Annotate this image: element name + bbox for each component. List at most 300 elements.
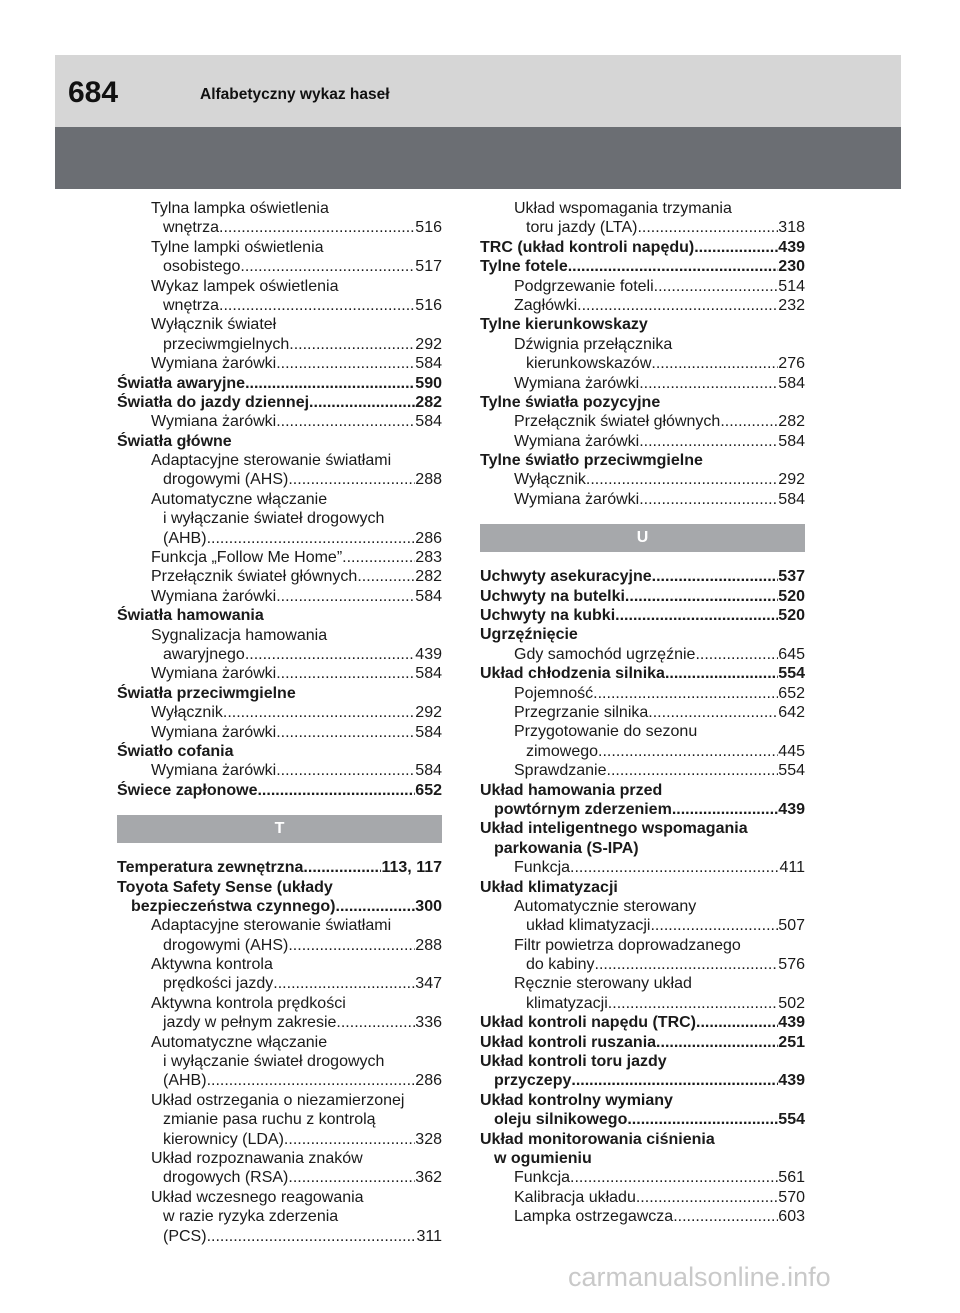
index-entry [117, 1130, 442, 1149]
page-reference: 288 [415, 936, 442, 954]
dot-leader [598, 742, 778, 761]
entry-text: (AHB) [163, 1072, 207, 1090]
entry-text: (PCS) [163, 1227, 207, 1245]
dot-leader [288, 936, 415, 955]
dot-leader [207, 529, 416, 548]
dot-leader [207, 1227, 417, 1246]
dot-leader [309, 393, 415, 412]
index-heading [480, 1091, 805, 1110]
index-entry [117, 1188, 442, 1207]
entry-text: Wymiana żarówki [151, 762, 277, 780]
index-entry [480, 722, 805, 741]
entry-text: Automatyczne włączanie [151, 490, 328, 508]
entry-text: Układ hamowania przed [480, 781, 663, 799]
page-reference: 584 [778, 374, 805, 392]
page-reference: 282 [778, 413, 805, 431]
dot-leader [652, 567, 779, 586]
entry-text: Uchwyty na butelki [480, 587, 625, 605]
entry-text: Układ kontroli toru jazdy [480, 1053, 667, 1071]
dot-leader [695, 645, 778, 664]
dot-leader [288, 470, 415, 489]
index-entry [117, 645, 442, 664]
entry-text: powtórnym zderzeniem [494, 800, 672, 818]
dot-leader [648, 703, 778, 722]
dot-leader [207, 1071, 416, 1090]
index-entry [117, 296, 442, 315]
entry-text: Tylne światło przeciwmgielne [480, 452, 703, 470]
page-reference: 590 [415, 374, 442, 392]
page-reference: 232 [778, 296, 805, 314]
section-letter-u: U [480, 524, 805, 552]
index-entry [480, 761, 805, 780]
dot-leader [303, 858, 381, 877]
entry-text: Światła do jazdy dziennej [117, 393, 310, 411]
entry-text: Podgrzewanie foteli [514, 277, 654, 295]
entry-text: Sprawdzanie [514, 762, 607, 780]
index-entry [117, 529, 442, 548]
index-heading [480, 587, 805, 606]
index-entry [480, 432, 805, 451]
entry-text: Wymiana żarówki [514, 374, 640, 392]
page-reference: 502 [778, 994, 805, 1012]
index-entry [480, 412, 805, 431]
page-number: 684 [68, 76, 119, 109]
entry-text: prędkości jazdy [163, 975, 274, 993]
dot-leader [276, 587, 415, 606]
index-entry [117, 257, 442, 276]
page-reference: 520 [778, 607, 805, 625]
page-reference: 584 [778, 490, 805, 508]
entry-text: drogowych (RSA) [163, 1169, 289, 1187]
entry-text: bezpieczeństwa czynnego) [131, 897, 336, 915]
entry-text: Sygnalizacja hamowania [151, 626, 328, 644]
index-entry [117, 1110, 442, 1129]
page-reference: 516 [415, 296, 442, 314]
index-heading [480, 315, 805, 334]
page-reference: 645 [778, 645, 805, 663]
index-entry [480, 354, 805, 373]
entry-text: wnętrza [163, 219, 220, 237]
dot-leader [276, 723, 415, 742]
page-reference: 514 [778, 277, 805, 295]
index-entry [117, 490, 442, 509]
page-reference: 445 [778, 742, 805, 760]
page-title: Alfabetyczny wykaz haseł [200, 86, 390, 103]
index-entry [480, 936, 805, 955]
index-entry [480, 470, 805, 489]
index-entry [117, 1168, 442, 1187]
entry-text: wnętrza [163, 296, 220, 314]
entry-text: Wymiana żarówki [514, 490, 640, 508]
entry-text: Toyota Safety Sense (układy [117, 878, 333, 896]
page-reference: 439 [415, 645, 442, 663]
dot-leader [651, 354, 778, 373]
index-heading [480, 567, 805, 586]
dot-leader [654, 277, 779, 296]
entry-text: Ręcznie sterowany układ [514, 975, 692, 993]
entry-text: Uchwyty na kubki [480, 607, 616, 625]
entry-text: drogowymi (AHS) [163, 471, 289, 489]
entry-text: Układ kontrolny wymiany [480, 1091, 673, 1109]
index-entry [480, 490, 805, 509]
entry-text: Lampka ostrzegawcza [514, 1208, 674, 1226]
page-reference: 576 [778, 956, 805, 974]
page-reference: 642 [778, 703, 805, 721]
page-reference: 584 [415, 723, 442, 741]
page-reference: 439 [778, 800, 805, 818]
page-reference: 584 [415, 413, 442, 431]
index-heading [480, 451, 805, 470]
dot-leader [639, 374, 778, 393]
page-reference: 603 [778, 1208, 805, 1226]
index-heading [117, 606, 442, 625]
index-entry [117, 335, 442, 354]
entry-text: Gdy samochód ugrzęźnie [514, 645, 696, 663]
index-entry [480, 296, 805, 315]
entry-text: Przełącznik świateł głównych [151, 568, 358, 586]
entry-text: do kabiny [526, 956, 595, 974]
dot-leader [336, 897, 416, 916]
dot-leader [257, 781, 415, 800]
page-reference: 517 [415, 258, 442, 276]
dot-leader [571, 1071, 778, 1090]
index-entry [117, 238, 442, 257]
index-entry [117, 1013, 442, 1032]
page-reference: 113, 117 [381, 859, 442, 877]
page-reference: 561 [778, 1169, 805, 1187]
index-heading [480, 1013, 805, 1032]
page-reference: 362 [415, 1169, 442, 1187]
index-entry [117, 1091, 442, 1110]
index-heading [480, 781, 805, 800]
index-heading [480, 257, 805, 276]
index-entry [117, 1052, 442, 1071]
entry-text: Wyłącznik [514, 471, 586, 489]
index-heading [480, 1052, 805, 1071]
page-reference: 347 [415, 975, 442, 993]
page-reference: 554 [778, 1111, 805, 1129]
entry-text: Przegrzanie silnika [514, 703, 649, 721]
entry-text: Układ kontroli napędu (TRC) [480, 1014, 696, 1032]
entry-text: Światła przeciwmgielne [117, 684, 296, 702]
page-reference: 439 [778, 1072, 805, 1090]
dot-leader [357, 567, 415, 586]
page-reference: 554 [778, 665, 805, 683]
entry-text: kierunkowskazów [526, 355, 652, 373]
index-heading [480, 625, 805, 644]
dot-leader [694, 238, 778, 257]
index-heading [480, 1033, 805, 1052]
dot-leader [276, 761, 415, 780]
index-entry [480, 199, 805, 218]
entry-text: Układ rozpoznawania znaków [151, 1149, 363, 1167]
index-entry [480, 218, 805, 237]
index-entry [117, 626, 442, 645]
dot-leader [636, 1188, 778, 1207]
dot-leader [586, 470, 778, 489]
page-reference: 286 [415, 1072, 442, 1090]
entry-text: Uchwyty asekuracyjne [480, 568, 652, 586]
dot-leader [637, 218, 778, 237]
entry-text: Układ wspomagania trzymania [514, 200, 732, 217]
index-entry [480, 974, 805, 993]
entry-text: Automatycznie sterowany [514, 897, 697, 915]
page-reference: 652 [778, 684, 805, 702]
index-heading [117, 393, 442, 412]
index-entry [480, 916, 805, 935]
dot-leader [595, 955, 779, 974]
page-reference: 230 [778, 258, 805, 276]
entry-text: Układ klimatyzacji [480, 878, 618, 896]
page-reference: 516 [415, 219, 442, 237]
entry-text: Układ monitorowania ciśnienia [480, 1130, 715, 1148]
index-entry [480, 335, 805, 354]
index-heading [480, 238, 805, 257]
entry-text: Automatyczne włączanie [151, 1033, 328, 1051]
entry-text: przyczepy [494, 1072, 572, 1090]
entry-text: przeciwmgielnych [163, 335, 290, 353]
index-heading [117, 684, 442, 703]
index-heading [117, 742, 442, 761]
dot-leader [276, 354, 415, 373]
index-heading [480, 664, 805, 683]
dot-leader [568, 257, 779, 276]
index-entry [117, 703, 442, 722]
entry-text: Przełącznik świateł głównych [514, 413, 721, 431]
entry-text: Wyłącznik świateł [151, 316, 277, 334]
entry-text: Temperatura zewnętrzna [117, 859, 304, 877]
entry-text: Wyłącznik [151, 704, 223, 722]
index-entry [117, 315, 442, 334]
page-reference: 282 [415, 393, 442, 411]
dot-leader [276, 664, 415, 683]
entry-text: Aktywna kontrola prędkości [151, 994, 346, 1012]
page-reference: 584 [778, 432, 805, 450]
page-reference: 282 [415, 568, 442, 586]
header-bar [55, 55, 901, 127]
index-entry [117, 199, 442, 218]
dot-leader [625, 587, 778, 606]
entry-text: Wymiana żarówki [151, 723, 277, 741]
entry-text: Zagłówki [514, 296, 578, 314]
entry-text: (AHB) [163, 529, 207, 547]
index-entry [480, 645, 805, 664]
entry-text: Wymiana żarówki [151, 587, 277, 605]
dot-leader [639, 432, 778, 451]
index-heading [117, 432, 442, 451]
index-entry [117, 723, 442, 742]
entry-text: awaryjnego [163, 645, 245, 663]
page-reference: 537 [778, 568, 805, 586]
entry-text: Tylne kierunkowskazy [480, 316, 648, 334]
index-entry [480, 1207, 805, 1226]
dot-leader [342, 548, 415, 567]
index-entry [480, 955, 805, 974]
dot-leader [219, 218, 415, 237]
entry-text: Aktywna kontrola [151, 956, 273, 974]
page-reference: 292 [415, 335, 442, 353]
entry-text: Filtr powietrza doprowadzanego [514, 936, 741, 954]
entry-text: Światła hamowania [117, 607, 264, 625]
entry-text: zmianie pasa ruchu z kontrolą [163, 1111, 376, 1129]
entry-text: osobistego [163, 258, 241, 276]
entry-text: Funkcja [514, 859, 571, 877]
index-heading [480, 878, 805, 897]
index-entry [480, 1168, 805, 1187]
entry-text: układ klimatyzacji [526, 917, 651, 935]
index-heading [480, 800, 805, 819]
dot-leader [720, 412, 778, 431]
dot-leader [673, 1207, 778, 1226]
dot-leader [593, 684, 778, 703]
dot-leader [288, 1168, 415, 1187]
index-entry [117, 509, 442, 528]
index-heading [480, 606, 805, 625]
entry-text: Adaptacyjne sterowanie światłami [151, 917, 392, 935]
entry-text: Pojemność [514, 684, 594, 702]
page-reference: 507 [778, 917, 805, 935]
entry-text: Układ kontroli ruszania [480, 1033, 657, 1051]
page-reference: 276 [778, 355, 805, 373]
index-entry [480, 277, 805, 296]
index-entry [117, 1071, 442, 1090]
entry-text: i wyłączanie świateł drogowych [163, 1053, 385, 1071]
entry-text: Światło cofania [117, 742, 234, 760]
index-entry [117, 587, 442, 606]
dot-leader [656, 1033, 778, 1052]
page-reference: 283 [415, 549, 442, 567]
page-reference: 554 [778, 762, 805, 780]
entry-text: drogowymi (AHS) [163, 936, 289, 954]
entry-text: jazdy w pełnym zakresie [163, 1014, 337, 1032]
dot-leader [240, 257, 415, 276]
index-heading [480, 1130, 805, 1149]
entry-text: Układ wczesnego reagowania [151, 1188, 364, 1206]
index-entry [480, 1188, 805, 1207]
index-entry [480, 684, 805, 703]
page-reference: 288 [415, 471, 442, 489]
dot-leader [665, 664, 778, 683]
index-entry [117, 664, 442, 683]
index-entry [117, 451, 442, 470]
page-reference: 328 [415, 1130, 442, 1148]
page-reference: 520 [778, 587, 805, 605]
page-reference: 411 [779, 859, 805, 877]
page-reference: 318 [778, 219, 805, 237]
index-entry [480, 703, 805, 722]
index-entry [480, 897, 805, 916]
entry-text: toru jazdy (LTA) [526, 219, 638, 237]
dot-leader [219, 296, 415, 315]
entry-text: Wymiana żarówki [514, 432, 640, 450]
dot-leader [607, 761, 779, 780]
index-entry [117, 567, 442, 586]
section-letter-t: T [117, 815, 442, 843]
entry-text: Światła awaryjne [117, 374, 246, 392]
entry-text: Tylna lampka oświetlenia [151, 200, 329, 217]
entry-text: Dźwignia przełącznika [514, 335, 673, 353]
index-entry [480, 858, 805, 877]
page-reference: 286 [415, 529, 442, 547]
entry-text: Wymiana żarówki [151, 665, 277, 683]
page-reference: 251 [778, 1033, 805, 1051]
entry-text: zimowego [526, 742, 599, 760]
index-entry [117, 277, 442, 296]
page-reference: 439 [778, 238, 805, 256]
dot-leader [570, 1168, 778, 1187]
index-entry [117, 916, 442, 935]
dot-leader [284, 1130, 415, 1149]
index-entry [117, 1227, 442, 1246]
index-entry [480, 994, 805, 1013]
page-reference: 439 [778, 1014, 805, 1032]
index-entry [117, 761, 442, 780]
entry-text: Funkcja [514, 1169, 571, 1187]
page-reference: 652 [415, 781, 442, 799]
entry-text: klimatyzacji [526, 994, 608, 1012]
entry-text: Tylne światła pozycyjne [480, 393, 661, 411]
dot-leader [577, 296, 778, 315]
index-entry [117, 955, 442, 974]
index-heading [480, 1110, 805, 1129]
index-entry [480, 742, 805, 761]
index-heading [117, 374, 442, 393]
page-reference: 584 [415, 762, 442, 780]
page-reference: 311 [416, 1227, 442, 1245]
index-entry [117, 994, 442, 1013]
dot-leader [627, 1110, 778, 1129]
page-reference: 584 [415, 587, 442, 605]
dot-leader [289, 335, 415, 354]
dot-leader [608, 994, 779, 1013]
dot-leader [276, 412, 415, 431]
index-entry [117, 1207, 442, 1226]
index-heading [117, 878, 442, 897]
index-entry [480, 374, 805, 393]
entry-text: Wymiana żarówki [151, 355, 277, 373]
dot-leader [273, 974, 415, 993]
index-entry [117, 1033, 442, 1052]
index-entry [117, 412, 442, 431]
entry-text: parkowania (S-IPA) [494, 839, 639, 857]
index-entry [117, 936, 442, 955]
entry-text: Kalibracja układu [514, 1188, 636, 1206]
index-heading [480, 819, 805, 838]
index-heading [480, 1149, 805, 1168]
index-heading [480, 1071, 805, 1090]
entry-text: Wykaz lampek oświetlenia [151, 277, 339, 295]
entry-text: w ogumieniu [494, 1149, 592, 1167]
entry-text: Wymiana żarówki [151, 413, 277, 431]
page-reference: 292 [778, 471, 805, 489]
dot-leader [672, 800, 778, 819]
watermark: carmanualsonline.info [568, 1262, 831, 1292]
entry-text: oleju silnikowego [494, 1111, 628, 1129]
dot-leader [696, 1013, 778, 1032]
entry-text: kierownicy (LDA) [163, 1130, 284, 1148]
page-reference: 584 [415, 665, 442, 683]
entry-text: TRC (układ kontroli napędu) [480, 238, 695, 256]
index-column-left [117, 199, 442, 1246]
index-heading [117, 858, 442, 877]
index-entry [117, 354, 442, 373]
entry-text: Układ ostrzegania o niezamierzonej [151, 1091, 405, 1109]
index-column-right [480, 199, 805, 1227]
header-band [55, 127, 901, 189]
entry-text: Adaptacyjne sterowanie światłami [151, 452, 392, 470]
page-reference: 300 [415, 897, 442, 915]
dot-leader [245, 374, 415, 393]
